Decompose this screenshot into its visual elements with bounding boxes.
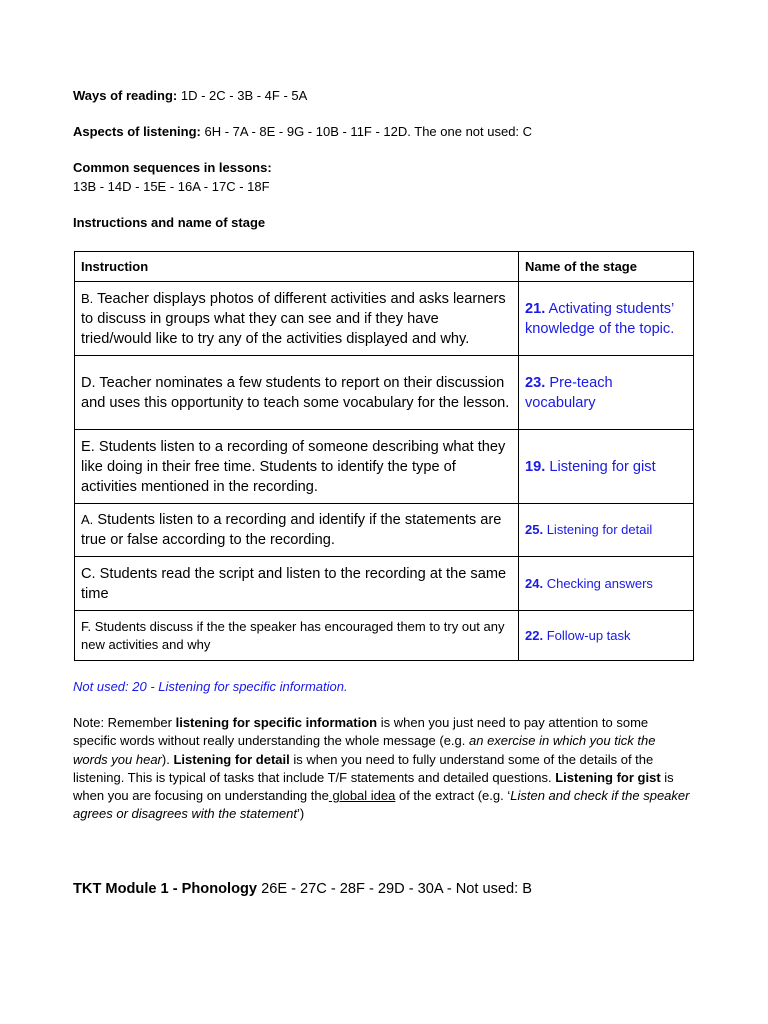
instruction-text: Teacher nominates a few students to report on their discussion and uses this opportunity to teach some vocabulary for the lesson. [81, 374, 510, 411]
instruction-letter: D. [81, 374, 96, 391]
stage-name: Listening for detail [546, 522, 653, 537]
instruction-cell [75, 282, 519, 356]
instruction-text: Students read the script and listen to the recording at the same time [81, 565, 507, 602]
aspects-of-listening [73, 123, 532, 141]
note-bold: listening for specific information [175, 715, 378, 730]
stage-number: 24. [525, 575, 544, 591]
instructions-heading: Instructions and name of stage [73, 215, 266, 230]
note-text: ). [161, 751, 174, 767]
common-sequences-label: Common sequences in lessons: [73, 160, 272, 175]
table-row [75, 430, 694, 504]
ways-of-reading-label: Ways of reading: [73, 88, 178, 103]
stage-name: Pre-teach vocabulary [525, 374, 613, 411]
note-text: ’) [297, 806, 305, 822]
phonology-value: 26E - 27C - 28F - 29D - 30A - Not used: B [257, 881, 533, 897]
common-sequences-value: 13B - 14D - 15E - 16A - 17C - 18F [73, 179, 270, 194]
stage-number: 23. [525, 374, 546, 391]
note-text: is when you are focusing on understanding the [73, 769, 674, 804]
stage-number: 19. [525, 458, 546, 475]
instruction-cell [75, 504, 519, 557]
instruction-cell [75, 611, 519, 661]
note-bold: Listening for detail [173, 751, 290, 767]
header-instruction: Instruction [75, 252, 519, 282]
table-row [75, 504, 694, 557]
stage-number: 25. [525, 522, 544, 537]
table-row [75, 356, 694, 430]
instruction-letter: F. [81, 618, 92, 634]
instruction-cell [75, 557, 519, 611]
table-row [75, 557, 694, 611]
note-italic: Listen and check if the speaker agrees or disagrees with the statement [73, 788, 690, 822]
instruction-text: Students listen to a recording of someone describing what they like doing in their free time. Students to identify the type of activities mentioned in the recording. [81, 438, 506, 495]
instruction-letter: A. [81, 512, 94, 527]
note-bold: Listening for gist [555, 769, 661, 785]
instruction-letter: B. [81, 290, 94, 306]
not-used-note: Not used: 20 - Listening for specific information. [73, 679, 348, 694]
stage-cell [519, 557, 694, 611]
note-text: is when you just need to pay attention to some specific words without really understanding the whole message (e.g. [73, 715, 649, 749]
table-header-row [75, 252, 694, 282]
instruction-letter: E. [81, 438, 95, 455]
stage-number: 22. [525, 627, 544, 643]
stage-cell [519, 611, 694, 661]
instruction-text: Teacher displays photos of different activities and asks learners to discuss in groups what they can see and if they have tried/would like to try any of the activities displayed and why. [81, 290, 506, 347]
instruction-letter: C. [81, 565, 96, 582]
stage-name: Listening for gist [549, 458, 656, 475]
stages-table [74, 251, 694, 661]
stage-cell [519, 356, 694, 430]
note-paragraph [73, 714, 693, 824]
stage-cell [519, 282, 694, 356]
instruction-cell [75, 356, 519, 430]
instruction-cell [75, 430, 519, 504]
stage-name: Activating students’ knowledge of the topic. [525, 300, 675, 337]
table-row [75, 611, 694, 661]
note-text: Note: Remember [73, 715, 176, 730]
ways-of-reading-value: 1D - 2C - 3B - 4F - 5A [180, 88, 308, 103]
stage-cell [519, 504, 694, 557]
phonology-label: TKT Module 1 - Phonology [73, 881, 258, 897]
aspects-of-listening-value: 6H - 7A - 8E - 9G - 10B - 11F - 12D. The one not used: C [204, 124, 533, 139]
phonology-line [73, 879, 532, 899]
note-italic: an exercise in which you tick the words you hear [73, 733, 656, 767]
stage-name: Checking answers [546, 575, 653, 591]
stage-cell [519, 430, 694, 504]
stage-number: 21. [525, 300, 546, 317]
note-text: of the extract (e.g. ‘ [395, 788, 511, 804]
aspects-of-listening-label: Aspects of listening: [73, 124, 201, 139]
instruction-text: Students listen to a recording and identify if the statements are true or false according to the recording. [81, 512, 502, 548]
note-text: is when you need to fully understand some of the details of the listening. This is typical of tasks that include T/F statements and detailed questions. [73, 751, 654, 785]
table-row [75, 282, 694, 356]
instruction-text: Students discuss if the the speaker has encouraged them to try out any new activities and why [81, 618, 505, 652]
stage-name: Follow-up task [546, 627, 631, 643]
note-underlined: global idea [328, 788, 396, 804]
ways-of-reading [73, 87, 307, 105]
header-stage: Name of the stage [519, 252, 694, 282]
